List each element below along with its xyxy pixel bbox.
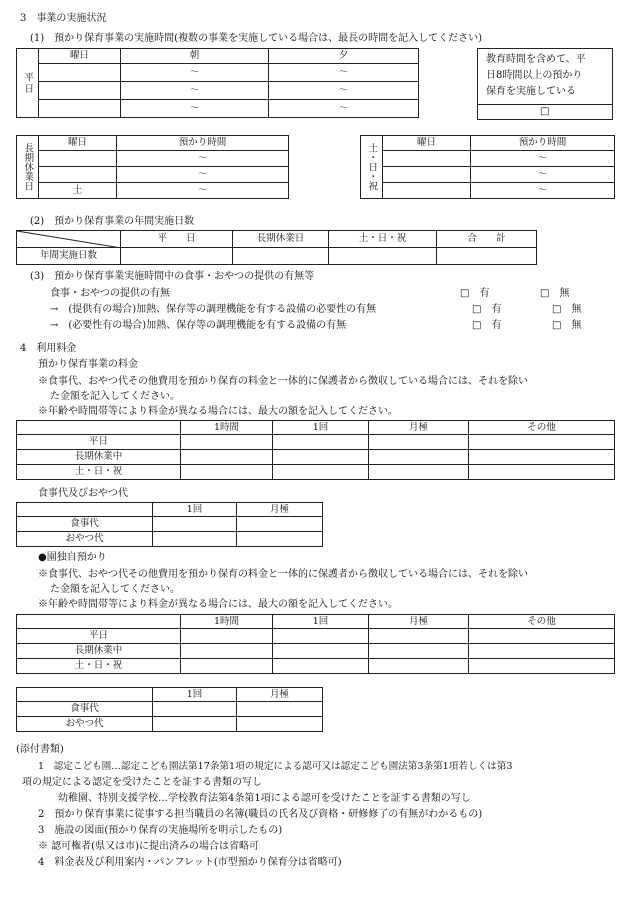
meal-col: 月極 [237, 503, 323, 517]
meal-cell[interactable] [153, 532, 237, 547]
q2-heading: (2) 預かり保育事業の年間実施日数 [30, 216, 195, 227]
meal-corner [17, 688, 153, 702]
tilde[interactable]: ～ [269, 82, 419, 100]
col-day: 曜日 [39, 136, 117, 151]
eight-hour-checkbox[interactable]: □ [540, 106, 550, 117]
annual-days-table [16, 230, 537, 265]
meal-corner [17, 503, 153, 517]
days-cell[interactable] [329, 248, 437, 265]
q3-no-option[interactable]: □ 無 [540, 288, 570, 299]
weekday-day-cell[interactable] [39, 100, 121, 118]
fee-cell[interactable] [273, 644, 369, 659]
fee-col: その他 [469, 615, 615, 629]
days-col: 合 計 [437, 231, 537, 248]
fee-cell[interactable] [273, 435, 369, 450]
fee-cell[interactable] [469, 435, 615, 450]
fee-cell[interactable] [469, 450, 615, 465]
meal-cell[interactable] [237, 517, 323, 532]
weekend-table [360, 135, 615, 199]
tilde[interactable]: ～ [117, 167, 289, 183]
attachment-item-1: 1 認定こども園…認定こども園法第17条第1項の規定による認可又は認定こども園法第3条第1項若しくは第3 [38, 761, 513, 772]
days-cell[interactable] [121, 248, 233, 265]
fee-cell[interactable] [273, 629, 369, 644]
fee-cell[interactable] [273, 465, 369, 480]
eight-hour-text: 教育時間を含めて、平 [486, 54, 586, 65]
meal-cell[interactable] [237, 717, 323, 732]
col-morning: 朝 [121, 49, 269, 64]
long-holiday-side-label: 長期休業日 [17, 136, 39, 199]
q3-item-label: 食事・おやつの提供の有無 [50, 288, 170, 299]
fee-col: 月極 [369, 421, 469, 435]
meal-title: 食事代及びおやつ代 [38, 488, 128, 499]
fee-cell[interactable] [369, 465, 469, 480]
q3-yes-option[interactable]: □ 有 [472, 320, 502, 331]
days-col: 長期休業日 [233, 231, 329, 248]
q3-yes-option[interactable]: □ 有 [460, 288, 490, 299]
fee-cell[interactable] [181, 659, 273, 674]
fee-row-label: 平日 [17, 435, 181, 450]
meal-cell[interactable] [237, 532, 323, 547]
fee-col: 月極 [369, 615, 469, 629]
note-exclude-meals-cont: た金額を記入してください。 [50, 584, 180, 595]
fee-cell[interactable] [369, 629, 469, 644]
note-exclude-meals: ※食事代、おやつ代その他費用を預かり保育の料金と一体的に保護者から徴収している場合には、それを除い [38, 569, 528, 580]
fee-cell[interactable] [469, 629, 615, 644]
weekend-day-cell[interactable] [383, 151, 471, 167]
col-evening: 夕 [269, 49, 419, 64]
fee-title: 預かり保育事業の料金 [38, 359, 138, 370]
own-meal-table [16, 687, 323, 732]
fee-row-label: 長期休業中 [17, 450, 181, 465]
weekend-day-cell[interactable] [383, 183, 471, 199]
fee-cell[interactable] [369, 435, 469, 450]
fee-cell[interactable] [469, 659, 615, 674]
eight-hour-text: 日8時間以上の預かり [486, 70, 583, 81]
fee-cell[interactable] [469, 465, 615, 480]
meal-row-label: 食事代 [17, 517, 153, 532]
fee-corner [17, 421, 181, 435]
attachment-note: ※ 認可権者(県又は市)に提出済みの場合は省略可 [38, 841, 259, 852]
fee-cell[interactable] [369, 450, 469, 465]
tilde[interactable]: ～ [471, 183, 615, 199]
fee-cell[interactable] [369, 644, 469, 659]
fee-col: 1回 [273, 421, 369, 435]
long-day-cell[interactable] [39, 151, 117, 167]
days-cell[interactable] [437, 248, 537, 265]
eight-hour-box [477, 48, 613, 120]
fee-cell[interactable] [181, 435, 273, 450]
fee-row-label: 土・日・祝 [17, 659, 181, 674]
section3-heading: 3 事業の実施状況 [20, 13, 107, 24]
fee-col: その他 [469, 421, 615, 435]
meal-cell[interactable] [153, 517, 237, 532]
tilde[interactable]: ～ [121, 100, 269, 118]
note-exclude-meals: ※食事代、おやつ代その他費用を預かり保育の料金と一体的に保護者から徴収している場合には、それを除い [38, 376, 528, 387]
note-max-amount: ※年齢や時間帯等により料金が異なる場合には、最大の額を記入してください。 [38, 599, 398, 610]
attachment-item-1-school: 幼稚園、特別支援学校…学校教育法第4条第1項による認可を受けたことを証する書類の写し [58, 793, 471, 804]
fee-cell[interactable] [369, 659, 469, 674]
eight-hour-text: 保育を実施している [486, 86, 576, 97]
attachment-item-2: 2 預かり保育事業に従事する担当職員の名簿(職員の氏名及び資格・研修修了の有無がわかるもの) [38, 809, 483, 820]
q3-no-option[interactable]: □ 無 [552, 320, 582, 331]
col-day: 曜日 [383, 136, 471, 151]
tilde[interactable]: ～ [269, 100, 419, 118]
col-hours: 預かり時間 [117, 136, 289, 151]
attachments-heading: (添付書類) [16, 744, 64, 755]
fee-row-label: 長期休業中 [17, 644, 181, 659]
meal-cell[interactable] [237, 702, 323, 717]
own-program-title: ●園独自預かり [38, 552, 107, 563]
tilde[interactable]: ～ [471, 167, 615, 183]
col-hours: 預かり時間 [471, 136, 615, 151]
own-fee-table [16, 614, 615, 674]
fee-col: 1回 [273, 615, 369, 629]
q3-item-label: → (必要性有の場合)加熱、保存等の調理機能を有する設備の有無 [50, 320, 347, 331]
fee-col: 1時間 [181, 615, 273, 629]
fee-cell[interactable] [181, 644, 273, 659]
fee-cell[interactable] [181, 465, 273, 480]
meal-table [16, 502, 323, 547]
q3-heading: (3) 預かり保育事業実施時間中の食事・おやつの提供の有無等 [30, 271, 315, 282]
q3-no-option[interactable]: □ 無 [552, 304, 582, 315]
q3-yes-option[interactable]: □ 有 [472, 304, 502, 315]
fee-row-label: 平日 [17, 629, 181, 644]
fee-col: 1時間 [181, 421, 273, 435]
meal-cell[interactable] [153, 702, 237, 717]
attachment-item-1-cont: 項の規定による認定を受けたことを証する書類の写し [22, 777, 262, 788]
q3-item-label: → (提供有の場合)加熱、保存等の調理機能を有する設備の必要性の有無 [50, 304, 377, 315]
note-exclude-meals-cont: た金額を記入してください。 [50, 391, 180, 402]
weekday-hours-table [16, 48, 419, 118]
long-day-cell[interactable] [39, 167, 117, 183]
fee-table [16, 420, 615, 480]
weekday-day-cell[interactable] [39, 64, 121, 82]
meal-row-label: おやつ代 [17, 532, 153, 547]
attachment-item-3: 3 施設の図面(預かり保育の実施場所を明示したもの) [38, 825, 283, 836]
weekday-side-label: 平日 [17, 49, 39, 118]
days-col: 土・日・祝 [329, 231, 437, 248]
fee-cell[interactable] [181, 629, 273, 644]
days-col: 平 日 [121, 231, 233, 248]
meal-row-label: 食事代 [17, 702, 153, 717]
fee-row-label: 土・日・祝 [17, 465, 181, 480]
meal-row-label: おやつ代 [17, 717, 153, 732]
diagonal-cell [17, 231, 121, 248]
note-max-amount: ※年齢や時間帯等により料金が異なる場合には、最大の額を記入してください。 [38, 406, 398, 417]
tilde[interactable]: ～ [121, 82, 269, 100]
fee-cell[interactable] [181, 450, 273, 465]
fee-cell[interactable] [273, 450, 369, 465]
long-holiday-table [16, 135, 289, 199]
tilde[interactable]: ～ [269, 64, 419, 82]
section4-heading: 4 利用料金 [20, 343, 77, 354]
fee-cell[interactable] [469, 644, 615, 659]
q1-heading: (1) 預かり保育事業の実施時間(複数の事業を実施している場合は、最長の時間を記入してください) [30, 33, 482, 44]
fee-corner [17, 615, 181, 629]
weekday-day-cell[interactable] [39, 82, 121, 100]
sat-label: 土 [39, 183, 117, 199]
tilde[interactable]: ～ [121, 64, 269, 82]
tilde[interactable]: ～ [471, 151, 615, 167]
days-cell[interactable] [233, 248, 329, 265]
meal-col: 1回 [153, 688, 237, 702]
weekend-side-label: 土・日・祝 [361, 136, 383, 199]
tilde[interactable]: ～ [117, 151, 289, 167]
days-row-label: 年間実施日数 [17, 248, 121, 265]
meal-cell[interactable] [153, 717, 237, 732]
attachment-item-4: 4 料金表及び利用案内・パンフレット(市型預かり保育分は省略可) [38, 857, 342, 868]
meal-col: 月極 [237, 688, 323, 702]
meal-col: 1回 [153, 503, 237, 517]
tilde[interactable]: ～ [117, 183, 289, 199]
col-day: 曜日 [39, 49, 121, 64]
weekend-day-cell[interactable] [383, 167, 471, 183]
fee-cell[interactable] [273, 659, 369, 674]
